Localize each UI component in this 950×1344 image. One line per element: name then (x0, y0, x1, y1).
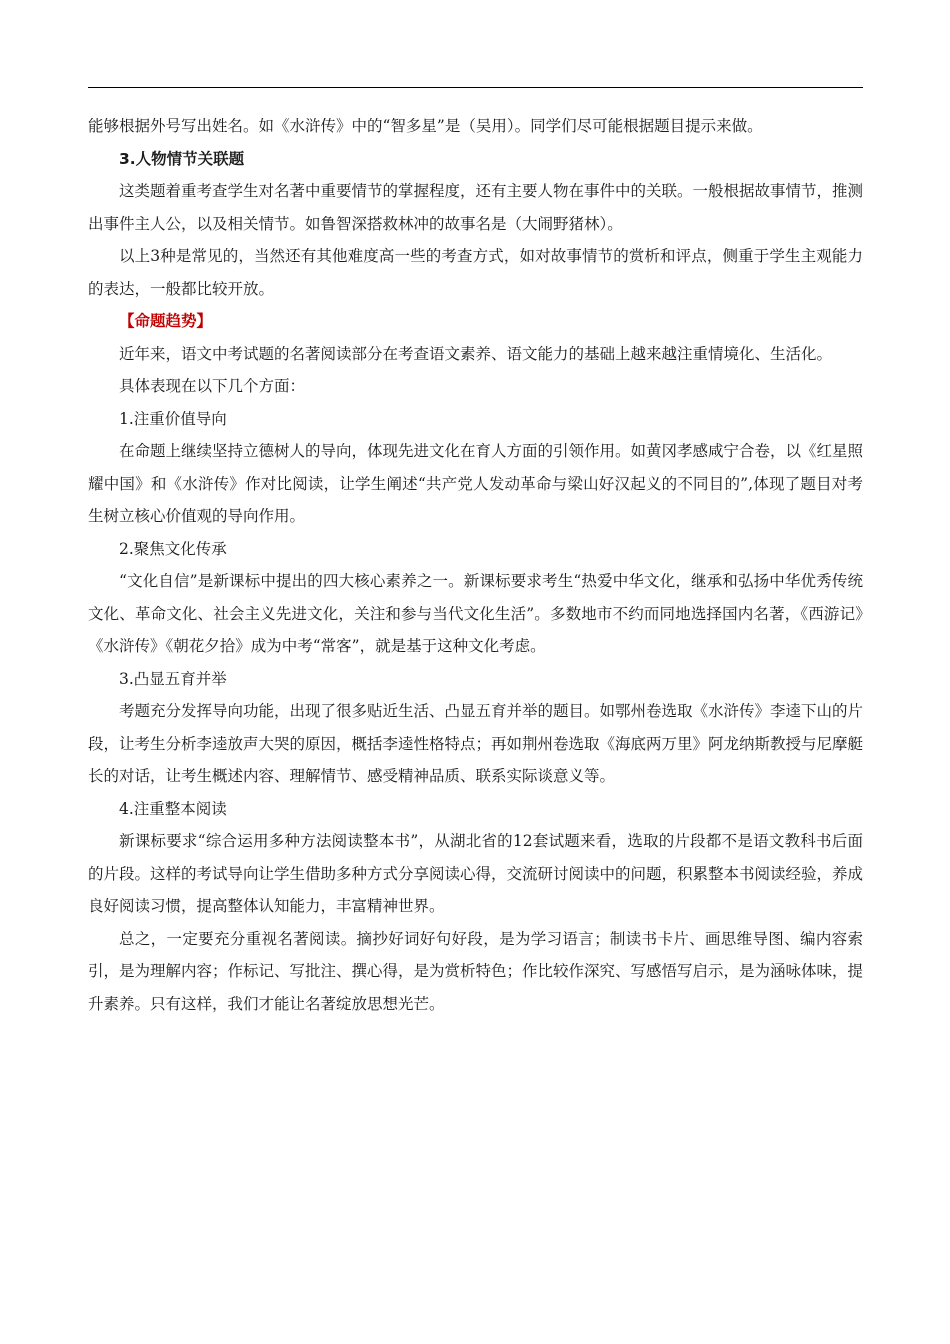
paragraph-conclusion: 总之，一定要充分重视名著阅读。摘抄好词好句好段，是为学习语言；制读书卡片、画思维导图、编内容索引，是为理解内容；作标记、写批注、撰心得，是为赏析特色；作比较作深究、写感悟写启示，是为涵咏体味，提升素养。只有这样，我们才能让名著绽放思想光芒。 (88, 929, 864, 1013)
paragraph-trend-intro: 近年来，语文中考试题的名著阅读部分在考查语文素养、语文能力的基础上越来越注重情境化、生活化。 (119, 344, 833, 363)
heading-trend: 【命题趋势】 (119, 312, 213, 330)
paragraph-plot-association: 这类题着重考查学生对名著中重要情节的掌握程度，还有主要人物在事件中的关联。一般根据故事情节，推测出事件主人公，以及相关情节。如鲁智深搭救林冲的故事名是（大闹野猪林）。 (88, 182, 864, 233)
subheading-whole-book-reading: 4.注重整本阅读 (119, 799, 227, 818)
subheading-cultural-heritage: 2.聚焦文化传承 (119, 539, 227, 558)
header-rule (88, 87, 863, 88)
paragraph-intro-continued: 能够根据外号写出姓名。如《水浒传》中的“智多星”是（吴用）。同学们尽可能根据题目提示来做。 (88, 117, 763, 135)
subheading-five-education: 3.凸显五育并举 (119, 669, 227, 688)
heading-character-plot-association: 3.人物情节关联题 (119, 149, 245, 168)
paragraph-cultural-heritage: “文化自信”是新课标中提出的四大核心素养之一。新课标要求考生“热爱中华文化，继承和弘扬中华优秀传统文化、革命文化、社会主义先进文化，关注和参与当代文化生活”。多数地市不约而同地选择国内名著，《西游记》《水浒传》《朝花夕拾》成为中考“常客”，就是基于这种文化考虑。 (88, 572, 863, 655)
paragraph-whole-book-reading: 新课标要求“综合运用多种方法阅读整本书”，从湖北省的12套试题来看，选取的片段都不是语文教科书后面的片段。这样的考试导向让学生借助多种方式分享阅读心得，交流研讨阅读中的问题，积累整本书阅读经验，养成良好阅读习惯，提高整体认知能力，丰富精神世界。 (88, 832, 864, 915)
paragraph-value-orientation: 在命题上继续坚持立德树人的导向，体现先进文化在育人方面的引领作用。如黄冈孝感咸宁合卷，以《红星照耀中国》和《水浒传》作对比阅读，让学生阐述“共产党人发动革命与梁山好汉起义的不同目的”,体现了题目对考生树立核心价值观的导向作用。 (88, 442, 864, 525)
paragraph-other-methods: 以上3种是常见的，当然还有其他难度高一些的考查方式，如对故事情节的赏析和评点，侧重于学生主观能力的表达，一般都比较开放。 (88, 247, 863, 298)
paragraph-five-education: 考题充分发挥导向功能，出现了很多贴近生活、凸显五育并举的题目。如鄂州卷选取《水浒传》李逵下山的片段，让考生分析李逵放声大哭的原因，概括李逵性格特点；再如荆州卷选取《海底两万里》阿龙纳斯教授与尼摩艇长的对话，让考生概述内容、理解情节、感受精神品质、联系实际谈意义等。 (88, 702, 864, 785)
subheading-value-orientation: 1.注重价值导向 (119, 409, 227, 428)
paragraph-aspects: 具体表现在以下几个方面： (119, 377, 306, 395)
document-body (88, 110, 863, 1020)
